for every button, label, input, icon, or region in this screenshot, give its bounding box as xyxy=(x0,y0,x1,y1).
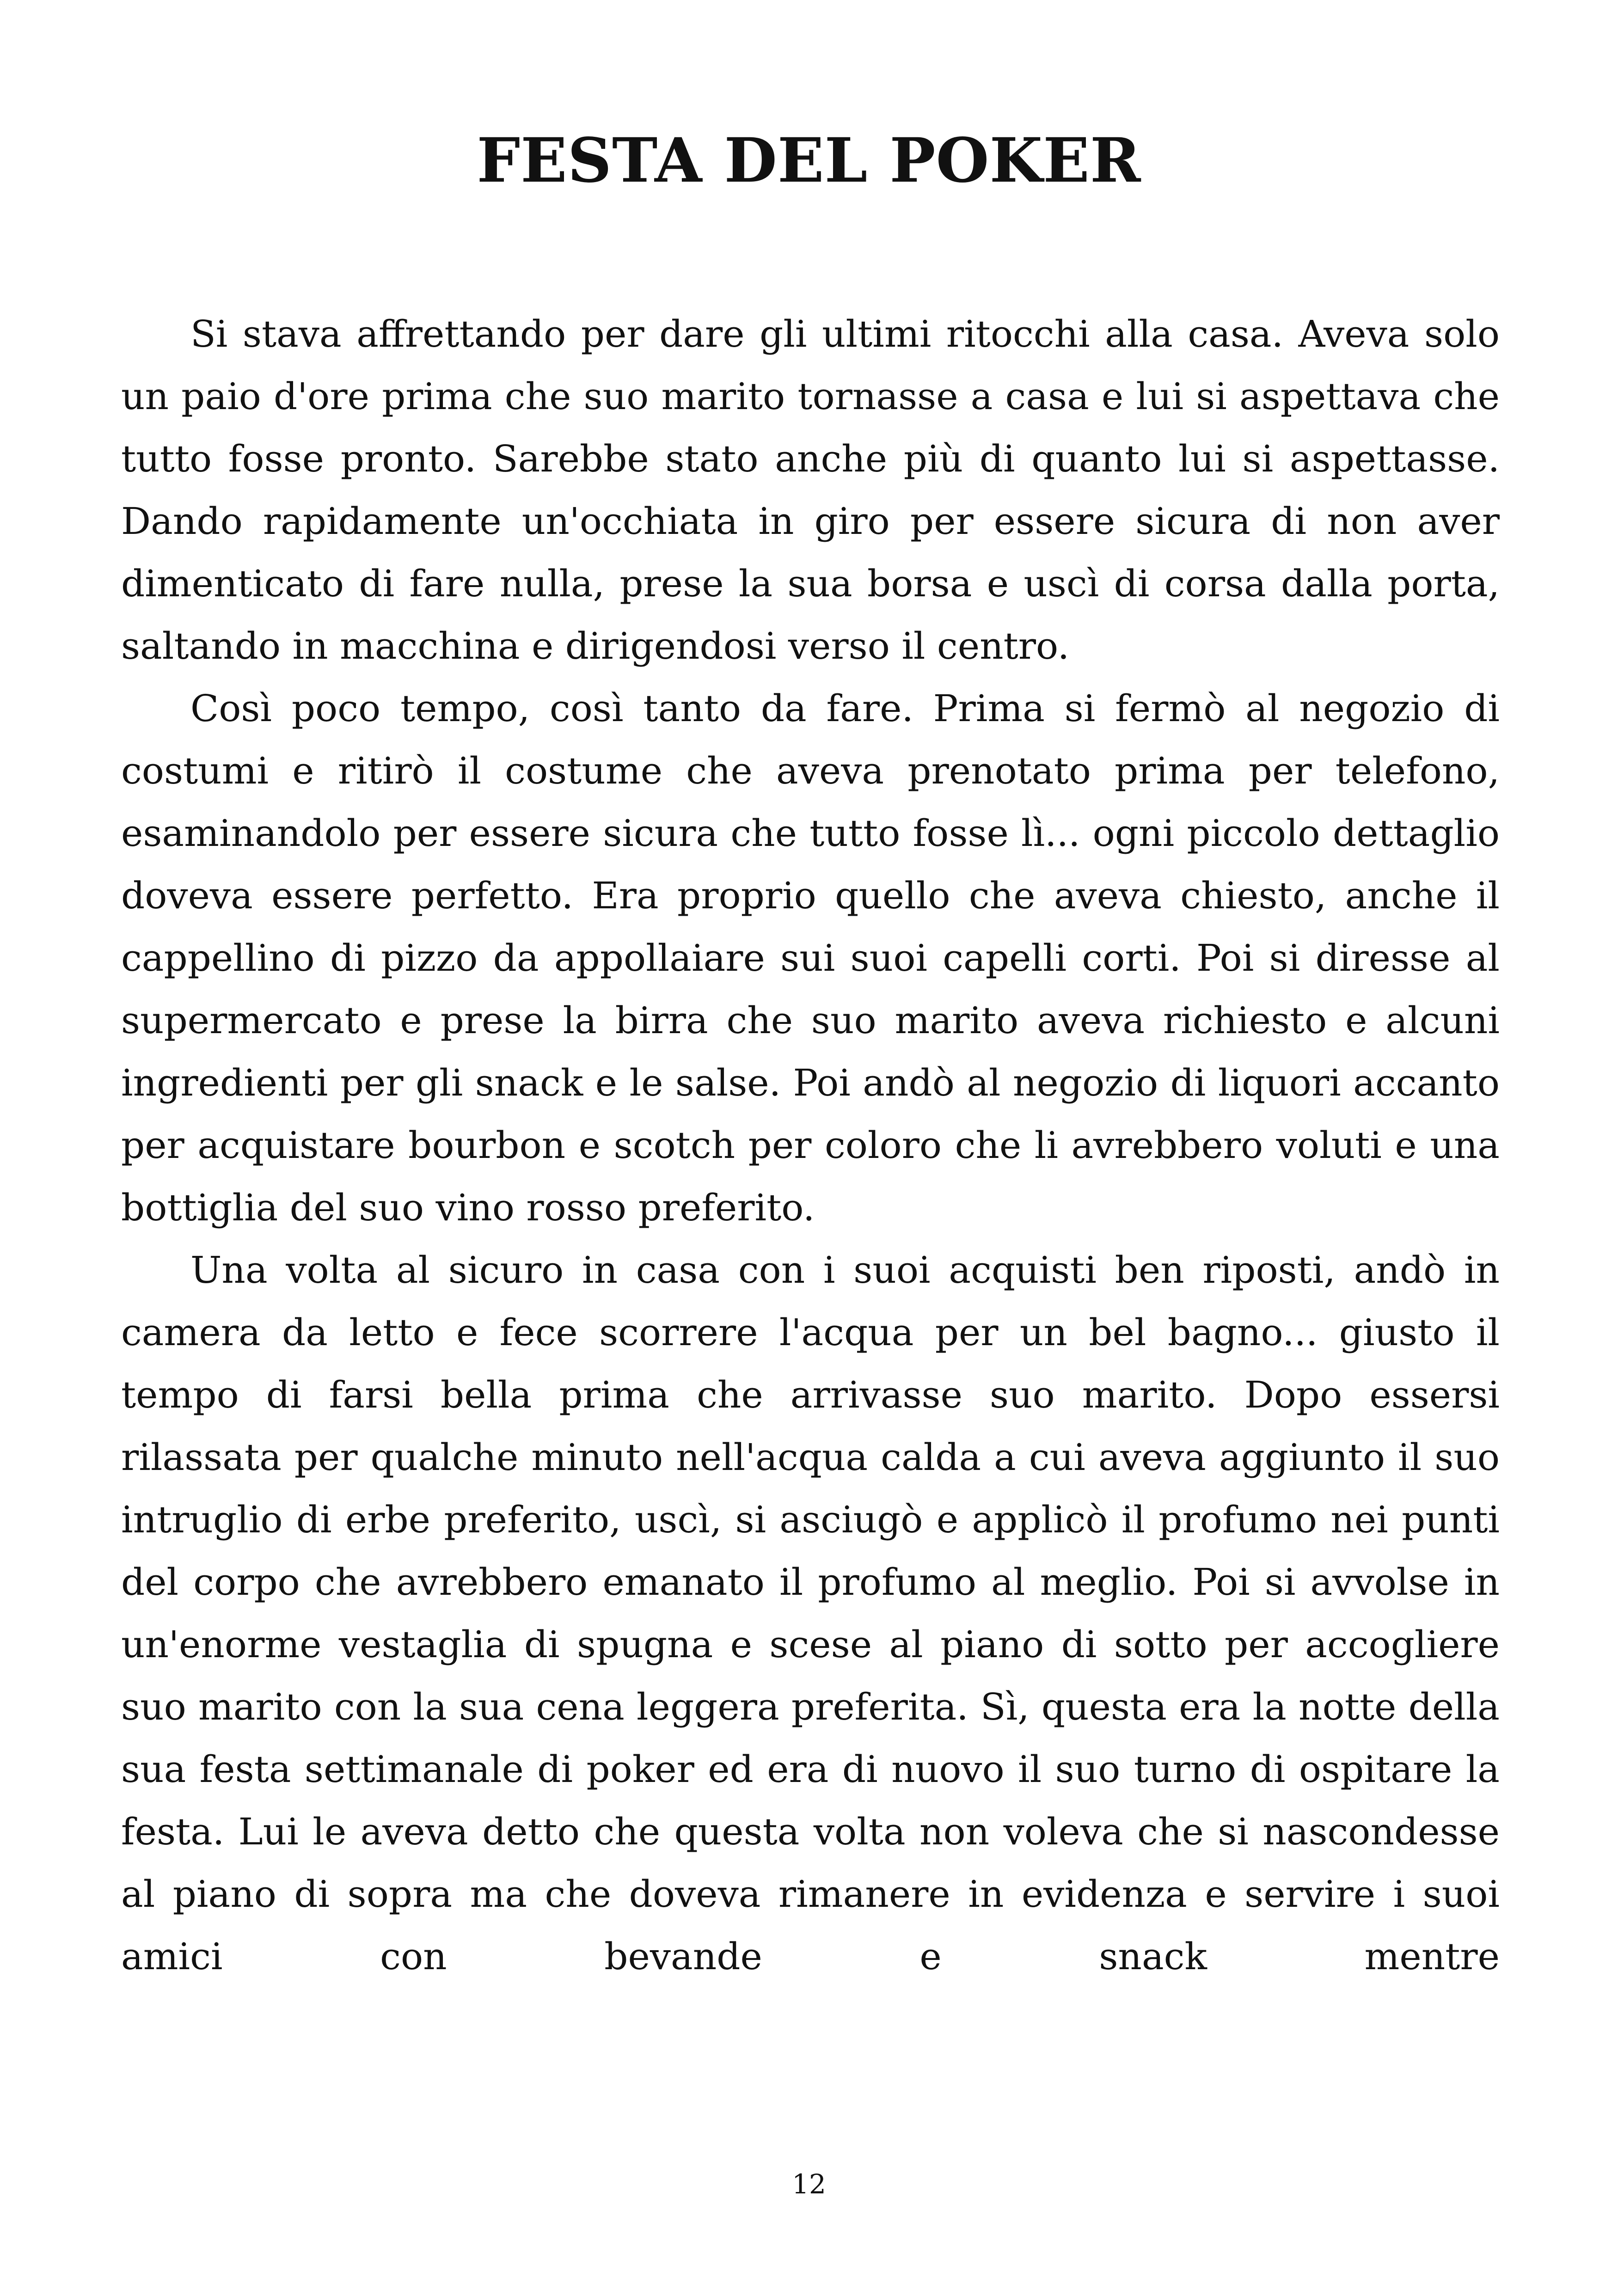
paragraph-1: Si stava affrettando per dare gli ultimi ritocchi alla casa. Aveva solo un paio d'ore prima che suo marito tornasse a casa e lui si aspettava che tutto fosse pronto. Sarebbe stato anche più di quanto lui si aspettasse. Dando rapidamente un'occhiata in giro per essere sicura di non aver dimenticato di fare nulla, prese la sua borsa e uscì di corsa dalla porta, saltando in macchina e dirigendosi verso il centro. xyxy=(121,312,1500,667)
chapter-title: FESTA DEL POKER xyxy=(477,125,1141,196)
chapter-body xyxy=(121,303,1500,1988)
page-number: 12 xyxy=(792,2168,826,2200)
paragraph-2: Così poco tempo, così tanto da fare. Prima si fermò al negozio di costumi e ritirò il costume che aveva prenotato prima per telefono, esaminandolo per essere sicura che tutto fosse lì... ogni piccolo dettaglio doveva essere perfetto. Era proprio quello che aveva chiesto, anche il cappellino di pizzo da appollaiare sui suoi capelli corti. Poi si diresse al supermercato e prese la birra che suo marito aveva richiesto e alcuni ingredienti per gli snack e le salse. Poi andò al negozio di liquori accanto per acquistare bourbon e scotch per coloro che li avrebbero voluti e una bottiglia del suo vino rosso preferito. xyxy=(121,687,1500,1229)
paragraph-3: Una volta al sicuro in casa con i suoi acquisti ben riposti, andò in camera da letto e fece scorrere l'acqua per un bel bagno... giusto il tempo di farsi bella prima che arrivasse suo marito. Dopo essersi rilassata per qualche minuto nell'acqua calda a cui aveva aggiunto il suo intruglio di erbe preferito, uscì, si asciugò e applicò il profumo nei punti del corpo che avrebbero emanato il profumo al meglio. Poi si avvolse in un'enorme vestaglia di spugna e scese al piano di sotto per accogliere suo marito con la sua cena leggera preferita. Sì, questa era la notte della sua festa settimanale di poker ed era di nuovo il suo turno di ospitare la festa. Lui le aveva detto che questa volta non voleva che si nascondesse al piano di sopra ma che doveva rimanere in evidenza e servire i suoi amici con bevande e snack mentre xyxy=(121,1249,1500,1978)
